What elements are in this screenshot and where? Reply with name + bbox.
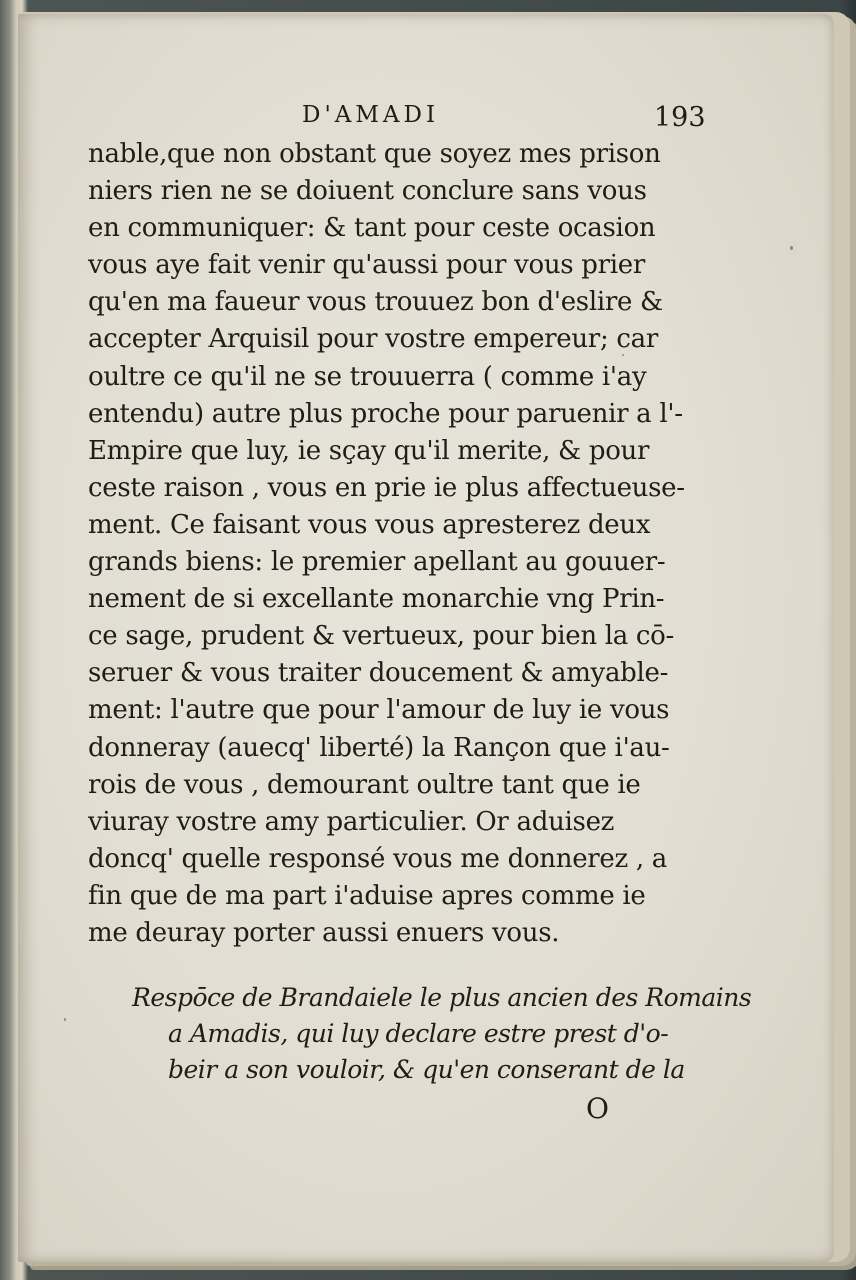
text-line: donneray (auecq' liberté) la Rançon que i'au- bbox=[88, 732, 670, 763]
text-line: nement de si excellante monarchie vng Prin- bbox=[88, 584, 665, 615]
paper-speck bbox=[64, 1018, 66, 1021]
text-line: Empire que luy, ie sçay qu'il merite, & pour bbox=[88, 435, 650, 466]
text-line: en communiquer: & tant pour ceste ocasion bbox=[88, 213, 656, 244]
signature-mark: O bbox=[586, 1092, 609, 1125]
page-number: 193 bbox=[654, 102, 706, 133]
chapter-caption bbox=[132, 980, 752, 1088]
text-line: doncq' quelle responsé vous me donnerez , a bbox=[88, 843, 667, 874]
text-line: niers rien ne se doiuent conclure sans vous bbox=[88, 176, 647, 207]
book-page bbox=[18, 14, 834, 1262]
text-line: grands biens: le premier apellant au gouuer- bbox=[88, 547, 666, 578]
caption-line: beir a son vouloir, & qu'en conserant de la bbox=[168, 1055, 685, 1084]
text-line: nable,que non obstant que soyez mes prison bbox=[88, 139, 661, 169]
page-header bbox=[18, 102, 834, 138]
text-line: oultre ce qu'il ne se trouuerra ( comme i'ay bbox=[88, 361, 647, 392]
paper-speck bbox=[790, 246, 793, 250]
paper-speck bbox=[622, 354, 624, 356]
text-line: seruer & vous traiter doucement & amyable- bbox=[88, 658, 669, 689]
body-text bbox=[88, 136, 738, 952]
caption-line: a Amadis, qui luy declare estre prest d'o- bbox=[168, 1019, 669, 1048]
text-line: qu'en ma faueur vous trouuez bon d'eslire & bbox=[88, 287, 663, 318]
text-line: entendu) autre plus proche pour paruenir a l'- bbox=[88, 398, 683, 429]
running-head: D'AMADI bbox=[302, 102, 440, 128]
text-line: me deuray porter aussi enuers vous. bbox=[88, 917, 560, 948]
text-line: accepter Arquisil pour vostre empereur; car bbox=[88, 324, 658, 355]
text-line: ceste raison , vous en prie ie plus affectueuse- bbox=[88, 472, 685, 503]
text-line: viuray vostre amy particulier. Or aduisez bbox=[88, 806, 615, 837]
text-line: ce sage, prudent & vertueux, pour bien la cō- bbox=[88, 621, 675, 652]
text-line: fin que de ma part i'aduise apres comme ie bbox=[88, 880, 646, 911]
text-line: vous aye fait venir qu'aussi pour vous prier bbox=[88, 250, 645, 281]
text-line: ment. Ce faisant vous vous apresterez deux bbox=[88, 509, 651, 540]
text-line: ment: l'autre que pour l'amour de luy ie vous bbox=[88, 695, 670, 726]
caption-line: Respōce de Brandaiele le plus ancien des Romains bbox=[132, 983, 752, 1012]
text-line: rois de vous , demourant oultre tant que ie bbox=[88, 769, 641, 800]
